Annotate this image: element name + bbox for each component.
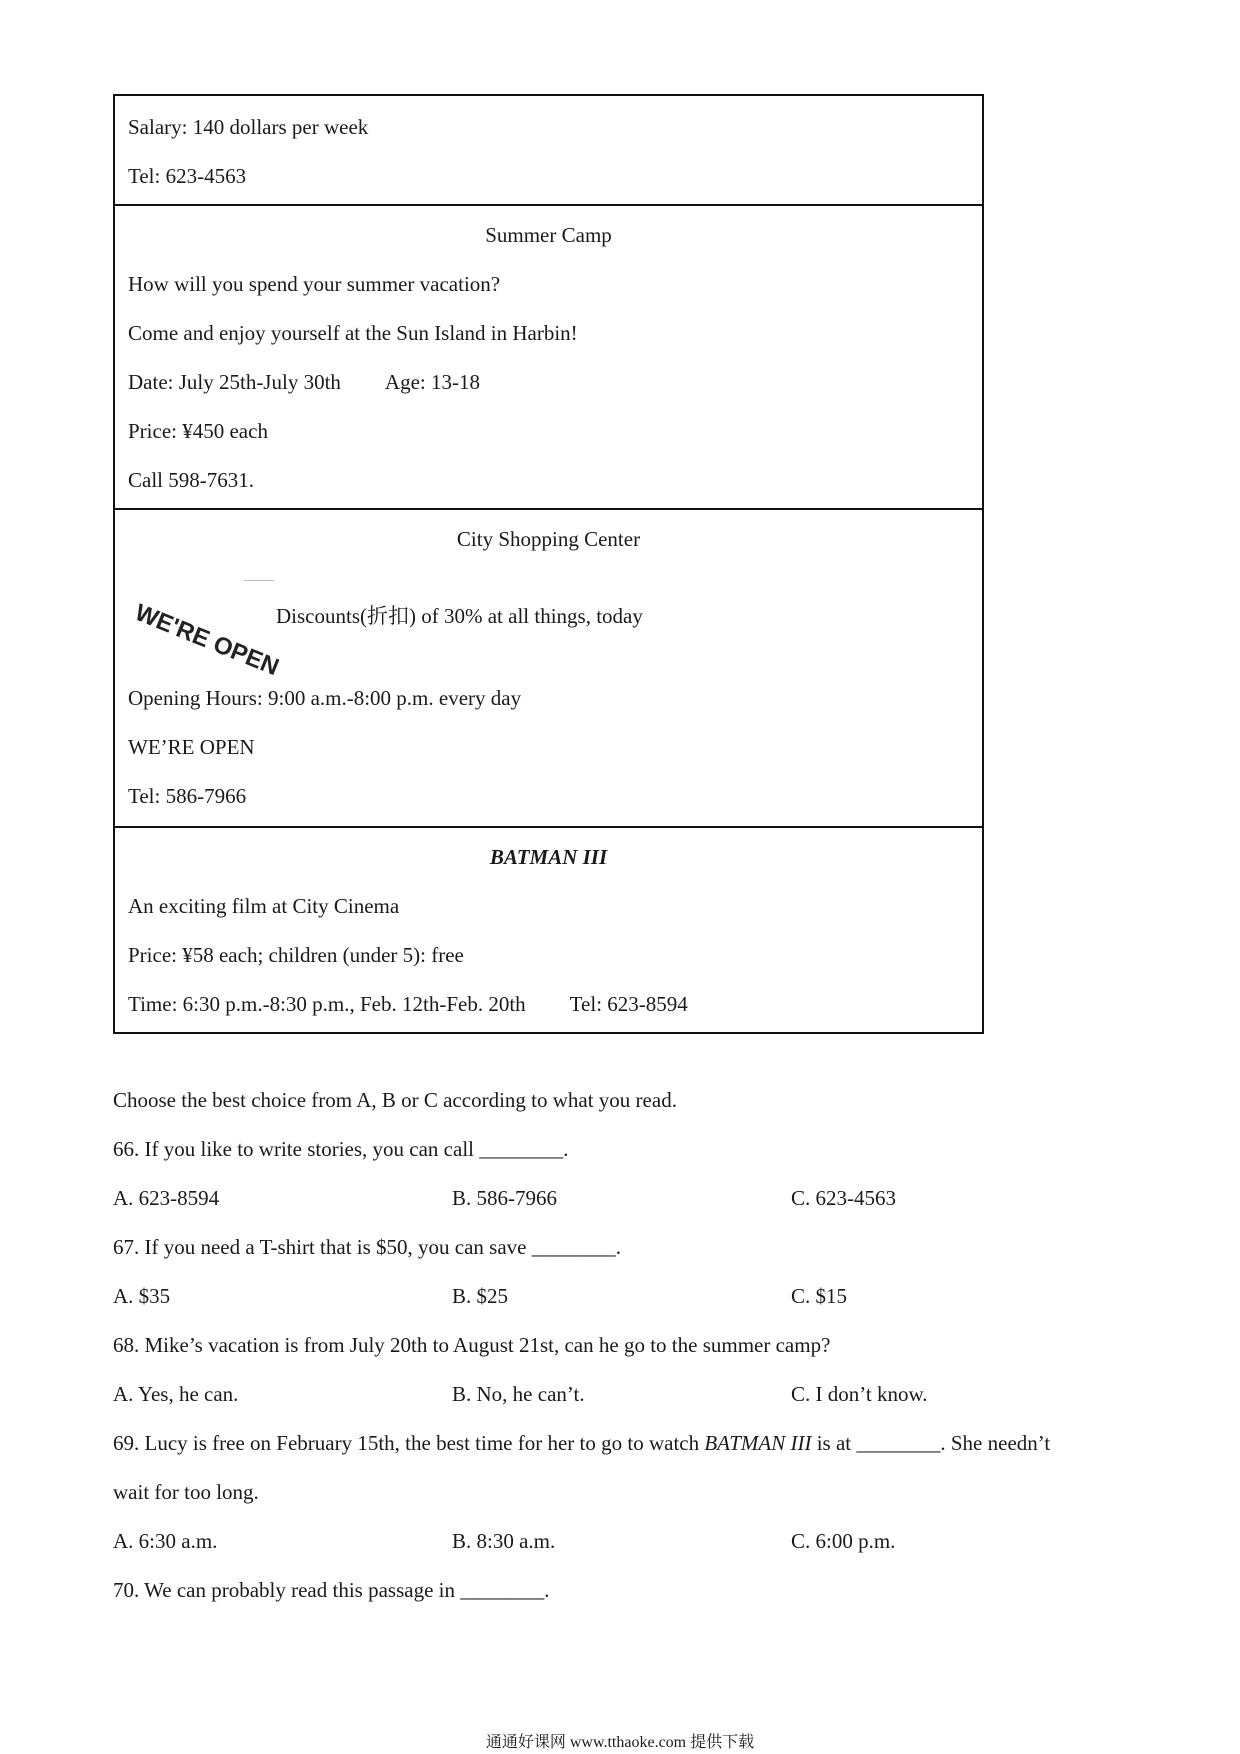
option-a: A. $35 <box>113 1284 171 1308</box>
option-c: C. I don’t know. <box>791 1382 928 1406</box>
questions-section <box>113 1076 1213 1615</box>
summer-camp-ad <box>115 204 982 508</box>
options-69 <box>113 1517 1213 1566</box>
summer-camp-price: Price: ¥450 each <box>128 419 268 443</box>
shopping-discount: Discounts(折扣) of 30% at all things, today <box>276 604 643 628</box>
shopping-tel: Tel: 586-7966 <box>128 784 247 808</box>
job-salary: Salary: 140 dollars per week <box>128 115 369 139</box>
option-a: A. Yes, he can. <box>113 1382 239 1406</box>
shopping-open-row <box>128 564 969 682</box>
options-66 <box>113 1174 1213 1223</box>
page-footer: 通通好课网 www.tthaoke.com 提供下载 <box>485 1734 755 1751</box>
batman-ad <box>115 826 982 1032</box>
option-b: B. 586-7966 <box>452 1186 557 1210</box>
option-a: A. 623-8594 <box>113 1186 220 1210</box>
were-open-stamp <box>130 580 283 682</box>
were-open-stamp-text: WE'RE OPEN <box>131 599 283 682</box>
job-ad <box>115 96 982 204</box>
option-b: B. $25 <box>452 1284 509 1308</box>
question-66: 66. If you like to write stories, you can call ________. <box>113 1137 569 1161</box>
question-67: 67. If you need a T-shirt that is $50, you can save ________. <box>113 1235 621 1259</box>
option-c: C. 623-4563 <box>791 1186 896 1210</box>
shopping-hours: Opening Hours: 9:00 a.m.-8:00 p.m. every day <box>128 686 522 710</box>
option-b: B. No, he can’t. <box>452 1382 585 1406</box>
option-c: C. $15 <box>791 1284 848 1308</box>
summer-camp-title: Summer Camp <box>485 223 612 247</box>
batman-tel: Tel: 623-8594 <box>569 992 688 1016</box>
summer-camp-date: Date: July 25th-July 30th <box>128 370 341 394</box>
option-c: C. 6:00 p.m. <box>791 1529 896 1553</box>
summer-camp-age: Age: 13-18 <box>384 370 480 394</box>
job-tel: Tel: 623-4563 <box>128 164 247 188</box>
summer-camp-call: Call 598-7631. <box>128 468 254 492</box>
question-70: 70. We can probably read this passage in ________. <box>113 1578 550 1602</box>
instruction: Choose the best choice from A, B or C according to what you read. <box>113 1088 677 1112</box>
summer-camp-line1: How will you spend your summer vacation? <box>128 272 501 296</box>
options-67 <box>113 1272 1213 1321</box>
question-69-cont: wait for too long. <box>113 1480 259 1504</box>
batman-time: Time: 6:30 p.m.-8:30 p.m., Feb. 12th-Feb. 20th <box>128 992 526 1016</box>
summer-camp-line2: Come and enjoy yourself at the Sun Island in Harbin! <box>128 321 578 345</box>
batman-line1: An exciting film at City Cinema <box>128 894 400 918</box>
options-68 <box>113 1370 1213 1419</box>
shopping-ad <box>115 508 982 826</box>
shopping-title: City Shopping Center <box>456 527 641 551</box>
option-a: A. 6:30 a.m. <box>113 1529 218 1553</box>
question-69-film-title: BATMAN III <box>704 1431 812 1455</box>
question-69: 69. Lucy is free on February 15th, the best time for her to go to watch BATMAN III is at ________. She needn’t <box>113 1431 1051 1455</box>
batman-title: BATMAN III <box>489 845 608 869</box>
ads-box <box>113 94 984 1034</box>
question-68: 68. Mike’s vacation is from July 20th to August 21st, can he go to the summer camp? <box>113 1333 831 1357</box>
option-b: B. 8:30 a.m. <box>452 1529 556 1553</box>
batman-price: Price: ¥58 each; children (under 5): free <box>128 943 464 967</box>
summer-camp-date-age <box>128 358 969 407</box>
batman-time-tel <box>128 980 969 1029</box>
shopping-open: WE’RE OPEN <box>128 735 255 759</box>
